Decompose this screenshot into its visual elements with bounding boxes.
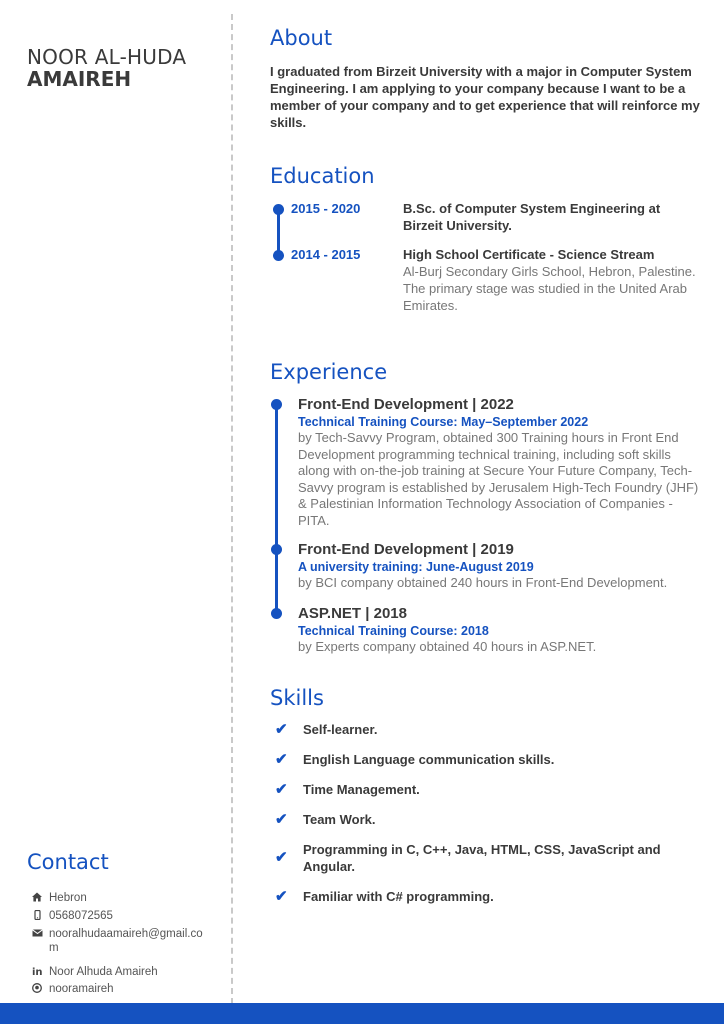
about-text: I graduated from Birzeit University with a major in Computer System Engineering. I am applying to your company because I want to be a member of your company and to get experience that will reinforce my skills. — [270, 64, 700, 130]
skill-item — [275, 811, 700, 828]
experience-item — [270, 396, 700, 529]
experience-description: by Tech-Savvy Program, obtained 300 Training hours in Front End Development programming technical training, including soft skills along with on-the-job training at Secure Your Future Company, Tech-Savvy program is established by Jerusalem High-Tech Foundry (JHF) & Palestinian Information Technology Association of Companies - PITA. — [298, 430, 699, 528]
education-timeline — [270, 200, 700, 314]
first-name: NOOR AL-HUDA — [27, 45, 187, 69]
skill-label: Time Management. — [303, 782, 420, 797]
experience-subtitle: Technical Training Course: May–September 2022 — [298, 415, 589, 429]
linkedin-link[interactable]: Noor Alhuda Amaireh — [49, 966, 158, 978]
phone-text[interactable]: 0568072565 — [49, 910, 113, 922]
github-link[interactable]: nooramaireh — [49, 983, 114, 995]
experience-subtitle: A university training: June-August 2019 — [298, 560, 534, 574]
check-icon: ✔ — [275, 751, 288, 768]
skill-label: Self-learner. — [303, 722, 378, 737]
skill-label: Programming in C, C++, Java, HTML, CSS, JavaScript and Angular. — [303, 842, 661, 874]
skill-item — [275, 888, 700, 905]
skill-label: Team Work. — [303, 812, 376, 827]
address-text: Hebron — [49, 892, 87, 904]
experience-description: by BCI company obtained 240 hours in Front-End Development. — [298, 575, 668, 590]
education-item — [270, 246, 700, 314]
contact-phone — [32, 909, 212, 925]
experience-title: ASP.NET | 2018 — [298, 604, 407, 622]
education-item — [270, 200, 700, 234]
education-degree: B.Sc. of Computer System Engineering at Birzeit University. — [403, 201, 661, 233]
about-heading: About — [270, 26, 333, 50]
timeline-dot — [271, 399, 282, 410]
experience-heading: Experience — [270, 360, 388, 384]
check-icon: ✔ — [275, 811, 288, 828]
skill-item — [275, 841, 700, 875]
skill-item — [275, 781, 700, 798]
education-years: 2014 - 2015 — [291, 247, 361, 262]
timeline-dot — [273, 204, 284, 215]
contact-email — [32, 927, 212, 955]
last-name: AMAIREH — [27, 67, 132, 91]
skill-label: English Language communication skills. — [303, 752, 555, 767]
column-divider — [231, 14, 233, 1004]
github-icon — [32, 982, 49, 998]
candidate-name — [27, 46, 186, 90]
check-icon: ✔ — [275, 781, 288, 798]
experience-title: Front-End Development | 2019 — [298, 541, 514, 558]
timeline-dot — [271, 544, 282, 555]
home-icon — [32, 891, 49, 907]
skills-heading: Skills — [270, 686, 324, 710]
skill-item — [275, 721, 700, 738]
education-heading: Education — [270, 164, 375, 188]
email-link[interactable]: nooralhudaamaireh@gmail.com — [49, 928, 203, 954]
experience-timeline — [270, 396, 700, 655]
experience-item — [270, 541, 700, 592]
experience-description: by Experts company obtained 40 hours in ASP.NET. — [298, 638, 597, 654]
skills-list — [275, 721, 700, 905]
experience-subtitle: Technical Training Course: 2018 — [298, 623, 489, 638]
contact-address — [32, 891, 212, 907]
check-icon: ✔ — [275, 888, 288, 905]
phone-icon — [32, 909, 49, 925]
timeline-dot — [271, 608, 282, 619]
education-detail: The primary stage was studied in the United Arab Emirates. — [403, 281, 687, 313]
experience-title: Front-End Development | 2022 — [298, 396, 514, 413]
experience-item — [270, 605, 700, 656]
contact-heading: Contact — [27, 850, 109, 874]
contact-github — [32, 982, 212, 998]
skill-item — [275, 751, 700, 768]
timeline-dot — [273, 250, 284, 261]
education-years: 2015 - 2020 — [291, 201, 361, 216]
education-detail: Al-Burj Secondary Girls School, Hebron, Palestine. — [403, 264, 696, 279]
footer-bar — [0, 1003, 724, 1024]
linkedin-icon: in — [32, 967, 43, 978]
email-icon — [32, 927, 49, 943]
check-icon: ✔ — [275, 721, 288, 738]
education-degree: High School Certificate - Science Stream — [403, 247, 655, 262]
skill-label: Familiar with C# programming. — [303, 889, 494, 904]
contact-linkedin — [32, 965, 212, 980]
check-icon: ✔ — [275, 849, 288, 866]
contact-list — [32, 891, 212, 1000]
